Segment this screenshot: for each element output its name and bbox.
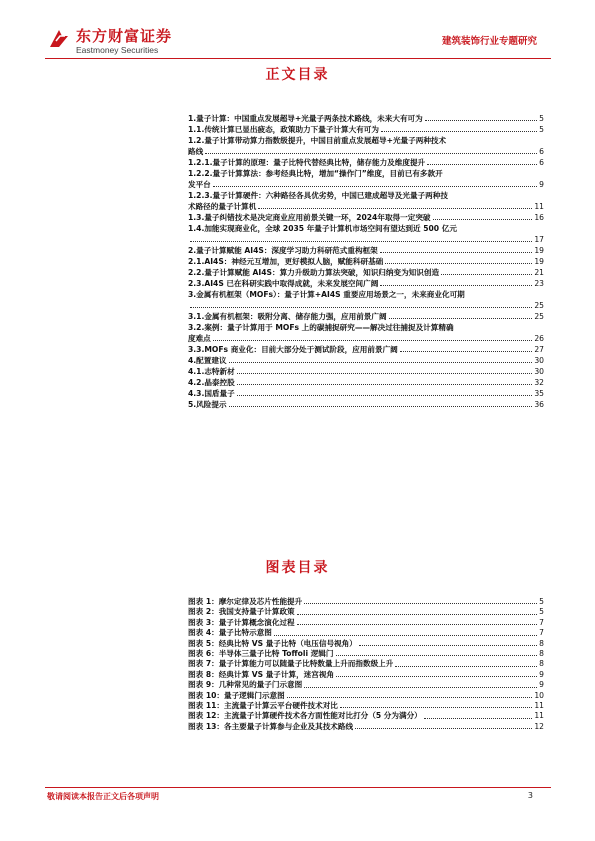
toc-entry-page: 30 (534, 367, 544, 376)
toc-leader-dots (205, 153, 537, 154)
toc-entry-text: 1.2.1.量子计算的原理：量子比特代替经典比特，储存能力及维度提升 (188, 158, 426, 167)
toc-entry-second-line (188, 146, 544, 157)
figure-entry-text: 图表 2：我国支持量子计算政策 (188, 607, 295, 617)
toc-leader-dots (389, 318, 533, 319)
figure-entry-page: 11 (534, 711, 544, 721)
figure-entry-text: 图表 10：量子逻辑门示意图 (188, 690, 285, 700)
toc-entry-page: 30 (534, 356, 544, 365)
toc-entry[interactable] (188, 168, 544, 190)
toc-leader-dots (237, 395, 533, 396)
toc-entry-text: 1.2.量子计算带动算力指数级提升，中国目前重点发展超导+光量子两种技术 (188, 136, 447, 145)
toc-leader-dots (425, 120, 537, 121)
toc-entry-text: 1.1.传统计算已显出疲态，政策助力下量子计算大有可为 (188, 125, 379, 134)
figure-entry-page: 10 (534, 690, 544, 700)
figure-entry[interactable] (188, 701, 544, 711)
toc-entry-text: 2.1.AI4S：神经元互增加，更好模拟人脑，赋能科研基础 (188, 257, 384, 266)
toc-entry-text: 3.2.案例：量子计算用于 MOFs 上的碳捕捉研究——解决过往捕捉及计算精确 (188, 323, 454, 332)
figure-entry-text: 图表 13：各主要量子计算参与企业及其技术路线 (188, 721, 354, 731)
figure-entry-text: 图表 7：量子计算能力可以随量子比特数量上升而指数级上升 (188, 659, 394, 669)
toc-entry-second-line (188, 333, 544, 344)
toc-entry[interactable] (188, 322, 544, 344)
toc-entry-page: 32 (534, 378, 544, 387)
figure-entry-text: 图表 4：量子比特示意图 (188, 628, 272, 638)
figure-entry[interactable] (188, 659, 544, 669)
toc-entry-text-continued: 度难点 (188, 334, 211, 343)
figure-entry[interactable] (188, 680, 544, 690)
toc-entry[interactable] (188, 223, 544, 245)
figure-entry-page: 11 (534, 701, 544, 711)
toc-entry-text-continued: 发平台 (188, 180, 211, 189)
toc-entry-page: 19 (534, 246, 544, 255)
toc-entry-text: 1.2.3.量子计算硬件：六种路径各具优劣势，中国已建成超导及光量子两种技 (188, 191, 448, 200)
toc-list (188, 113, 544, 410)
figure-leader-dots (304, 687, 537, 688)
figure-entry[interactable] (188, 607, 544, 617)
page-number: 3 (527, 791, 533, 800)
figure-entry[interactable] (188, 649, 544, 659)
page-header (0, 0, 595, 60)
figure-leader-dots (297, 624, 538, 625)
toc-entry-second-line (188, 179, 544, 190)
figure-entry[interactable] (188, 670, 544, 680)
figure-entry-page: 7 (539, 617, 544, 627)
toc-entry-text: 1.3.量子纠错技术是决定商业应用前景关键一环，2024年取得一定突破 (188, 213, 431, 222)
toc-leader-dots (380, 252, 533, 253)
toc-entry[interactable] (188, 124, 544, 135)
toc-entry-page: 5 (539, 114, 544, 123)
figure-entry-text: 图表 8：经典计算 VS 量子计算，迷宫视角 (188, 669, 335, 679)
toc-entry-page: 21 (534, 268, 544, 277)
toc-entry[interactable] (188, 267, 544, 278)
toc-entry-page: 11 (534, 202, 544, 211)
toc-leader-dots (381, 131, 537, 132)
figure-entry-page: 12 (534, 721, 544, 731)
toc-entry[interactable] (188, 388, 544, 399)
toc-entry[interactable] (188, 366, 544, 377)
toc-entry-text: 4.1.志特新材 (188, 367, 235, 376)
toc-leader-dots (400, 351, 533, 352)
figure-entry-text: 图表 9：几种常见的量子门示意图 (188, 680, 303, 690)
figure-leader-dots (395, 666, 537, 667)
figure-entry[interactable] (188, 618, 544, 628)
figure-list (188, 597, 544, 732)
figure-entry[interactable] (188, 628, 544, 638)
figure-entry[interactable] (188, 639, 544, 649)
logo-chinese-name: 东方财富证券 (76, 27, 173, 45)
toc-entry-text: 4.2.晶泰控股 (188, 378, 235, 387)
toc-entry-page: 6 (539, 147, 544, 156)
figure-entry-page: 9 (539, 680, 544, 690)
figure-entry[interactable] (188, 711, 544, 721)
toc-leader-dots (433, 219, 533, 220)
toc-leader-dots (190, 241, 532, 242)
figure-entry-page: 8 (539, 638, 544, 648)
toc-entry[interactable] (188, 256, 544, 267)
toc-entry-text: 3.1.金属有机框架：吸附分离、储存能力强，应用前景广阔 (188, 312, 387, 321)
toc-entry-page: 23 (534, 279, 544, 288)
toc-entry-text: 5.风险提示 (188, 400, 227, 409)
toc-entry-second-line (188, 234, 544, 245)
footer-divider (45, 787, 551, 788)
toc-entry[interactable] (188, 190, 544, 212)
toc-entry-page: 35 (534, 389, 544, 398)
toc-entry-text: 4.配置建议 (188, 356, 227, 365)
figure-leader-dots (340, 707, 532, 708)
figure-entry-text: 图表 12：主流量子计算硬件技术各方面性能对比打分（5 分为满分） (188, 711, 422, 721)
toc-entry-text: 2.3.AI4S 已在科研实践中取得成就，未来发展空间广阔 (188, 279, 379, 288)
figure-entry-text: 图表 6：半导体三量子比特 Toffoli 逻辑门 (188, 649, 334, 659)
toc-entry-page: 36 (534, 400, 544, 409)
toc-entry-page: 26 (534, 334, 544, 343)
toc-leader-dots (441, 274, 532, 275)
figure-entry-page: 7 (539, 628, 544, 638)
figure-leader-dots (359, 645, 537, 646)
toc-entry[interactable] (188, 245, 544, 256)
toc-leader-dots (380, 285, 532, 286)
toc-entry-page: 9 (539, 180, 544, 189)
toc-entry-page: 16 (534, 213, 544, 222)
toc-entry[interactable] (188, 399, 544, 410)
toc-entry[interactable] (188, 377, 544, 388)
figure-entry-text: 图表 5：经典比特 VS 量子比特（电压信号视角） (188, 638, 357, 648)
toc-entry-text-continued: 术路径的量子计算机 (188, 202, 257, 211)
toc-leader-dots (229, 362, 533, 363)
toc-entry-text: 3.3.MOFs 商业化：目前大部分处于测试阶段，应用前景广阔 (188, 345, 398, 354)
toc-leader-dots (237, 384, 533, 385)
figure-leader-dots (336, 676, 537, 677)
figure-entry-page: 8 (539, 649, 544, 659)
toc-leader-dots (385, 263, 532, 264)
toc-entry-text: 1.4.加能实现商业化，全球 2035 年量子计算机市场空间有望达到近 500 亿元 (188, 224, 457, 233)
toc-entry-second-line (188, 300, 544, 311)
toc-leader-dots (229, 406, 533, 407)
toc-entry-text: 2.量子计算赋能 AI4S：深度学习助力科研范式重构框架 (188, 246, 378, 255)
figure-entry[interactable] (188, 597, 544, 607)
header-divider (45, 58, 551, 59)
toc-entry-text-continued: 路线 (188, 147, 204, 156)
figure-entry-page: 9 (539, 669, 544, 679)
report-category: 建筑装饰行业专题研究 (441, 36, 537, 47)
figure-leader-dots (287, 697, 533, 698)
figure-entry-page: 8 (539, 659, 544, 669)
toc-entry[interactable] (188, 278, 544, 289)
figure-entry[interactable] (188, 722, 544, 732)
figure-leader-dots (336, 655, 538, 656)
toc-leader-dots (190, 307, 532, 308)
toc-entry[interactable] (188, 355, 544, 366)
toc-leader-dots (213, 340, 533, 341)
toc-entry-page: 25 (534, 301, 544, 310)
figure-entry-page: 5 (539, 597, 544, 606)
figure-leader-dots (424, 718, 533, 719)
toc-entry[interactable] (188, 344, 544, 355)
toc-entry-page: 25 (534, 312, 544, 321)
figure-entry-text: 图表 3：量子计算概念演化过程 (188, 617, 295, 627)
toc-leader-dots (258, 208, 532, 209)
toc-entry-page: 19 (534, 257, 544, 266)
toc-entry-page: 27 (534, 345, 544, 354)
toc-entry-text: 1.2.2.量子计算算法：参考经典比特，增加“操作门”维度，目前已有多款开 (188, 169, 443, 178)
figure-leader-dots (304, 603, 537, 604)
toc-leader-dots (213, 186, 537, 187)
logo-english-name: Eastmoney Securities (76, 45, 159, 55)
figure-list-title: 图表目录 (265, 560, 330, 576)
toc-entry-text: 3.金属有机框架（MOFs）：量子计算+AI4S 重要应用场景之一，未来商业化可期 (188, 290, 465, 299)
toc-entry[interactable] (188, 157, 544, 168)
footer-disclaimer: 敬请阅读本报告正文后各项声明 (47, 792, 159, 801)
eastmoney-logo-icon (47, 27, 71, 51)
toc-entry-page: 6 (539, 158, 544, 167)
toc-entry[interactable] (188, 113, 544, 124)
figure-entry[interactable] (188, 691, 544, 701)
toc-leader-dots (427, 164, 537, 165)
figure-leader-dots (274, 635, 537, 636)
toc-title: 正文目录 (265, 67, 330, 83)
figure-entry-text: 图表 1：摩尔定律及芯片性能提升 (188, 597, 303, 606)
toc-entry-text: 4.3.国盾量子 (188, 389, 235, 398)
figure-leader-dots (355, 728, 532, 729)
figure-entry-page: 5 (539, 607, 544, 617)
toc-entry-text: 1.量子计算：中国重点发展超导+光量子两条技术路线，未来大有可为 (188, 114, 423, 123)
toc-entry[interactable] (188, 311, 544, 322)
toc-leader-dots (237, 373, 533, 374)
toc-entry[interactable] (188, 289, 544, 311)
toc-entry[interactable] (188, 212, 544, 223)
figure-entry-text: 图表 11：主流量子计算云平台硬件技术对比 (188, 701, 338, 711)
toc-entry-page: 17 (534, 235, 544, 244)
toc-entry[interactable] (188, 135, 544, 157)
toc-entry-text: 2.2.量子计算赋能 AI4S：算力升级助力算法突破，知识归纳变为知识创造 (188, 268, 440, 277)
toc-entry-second-line (188, 201, 544, 212)
figure-leader-dots (297, 614, 538, 615)
toc-entry-page: 5 (539, 125, 544, 134)
